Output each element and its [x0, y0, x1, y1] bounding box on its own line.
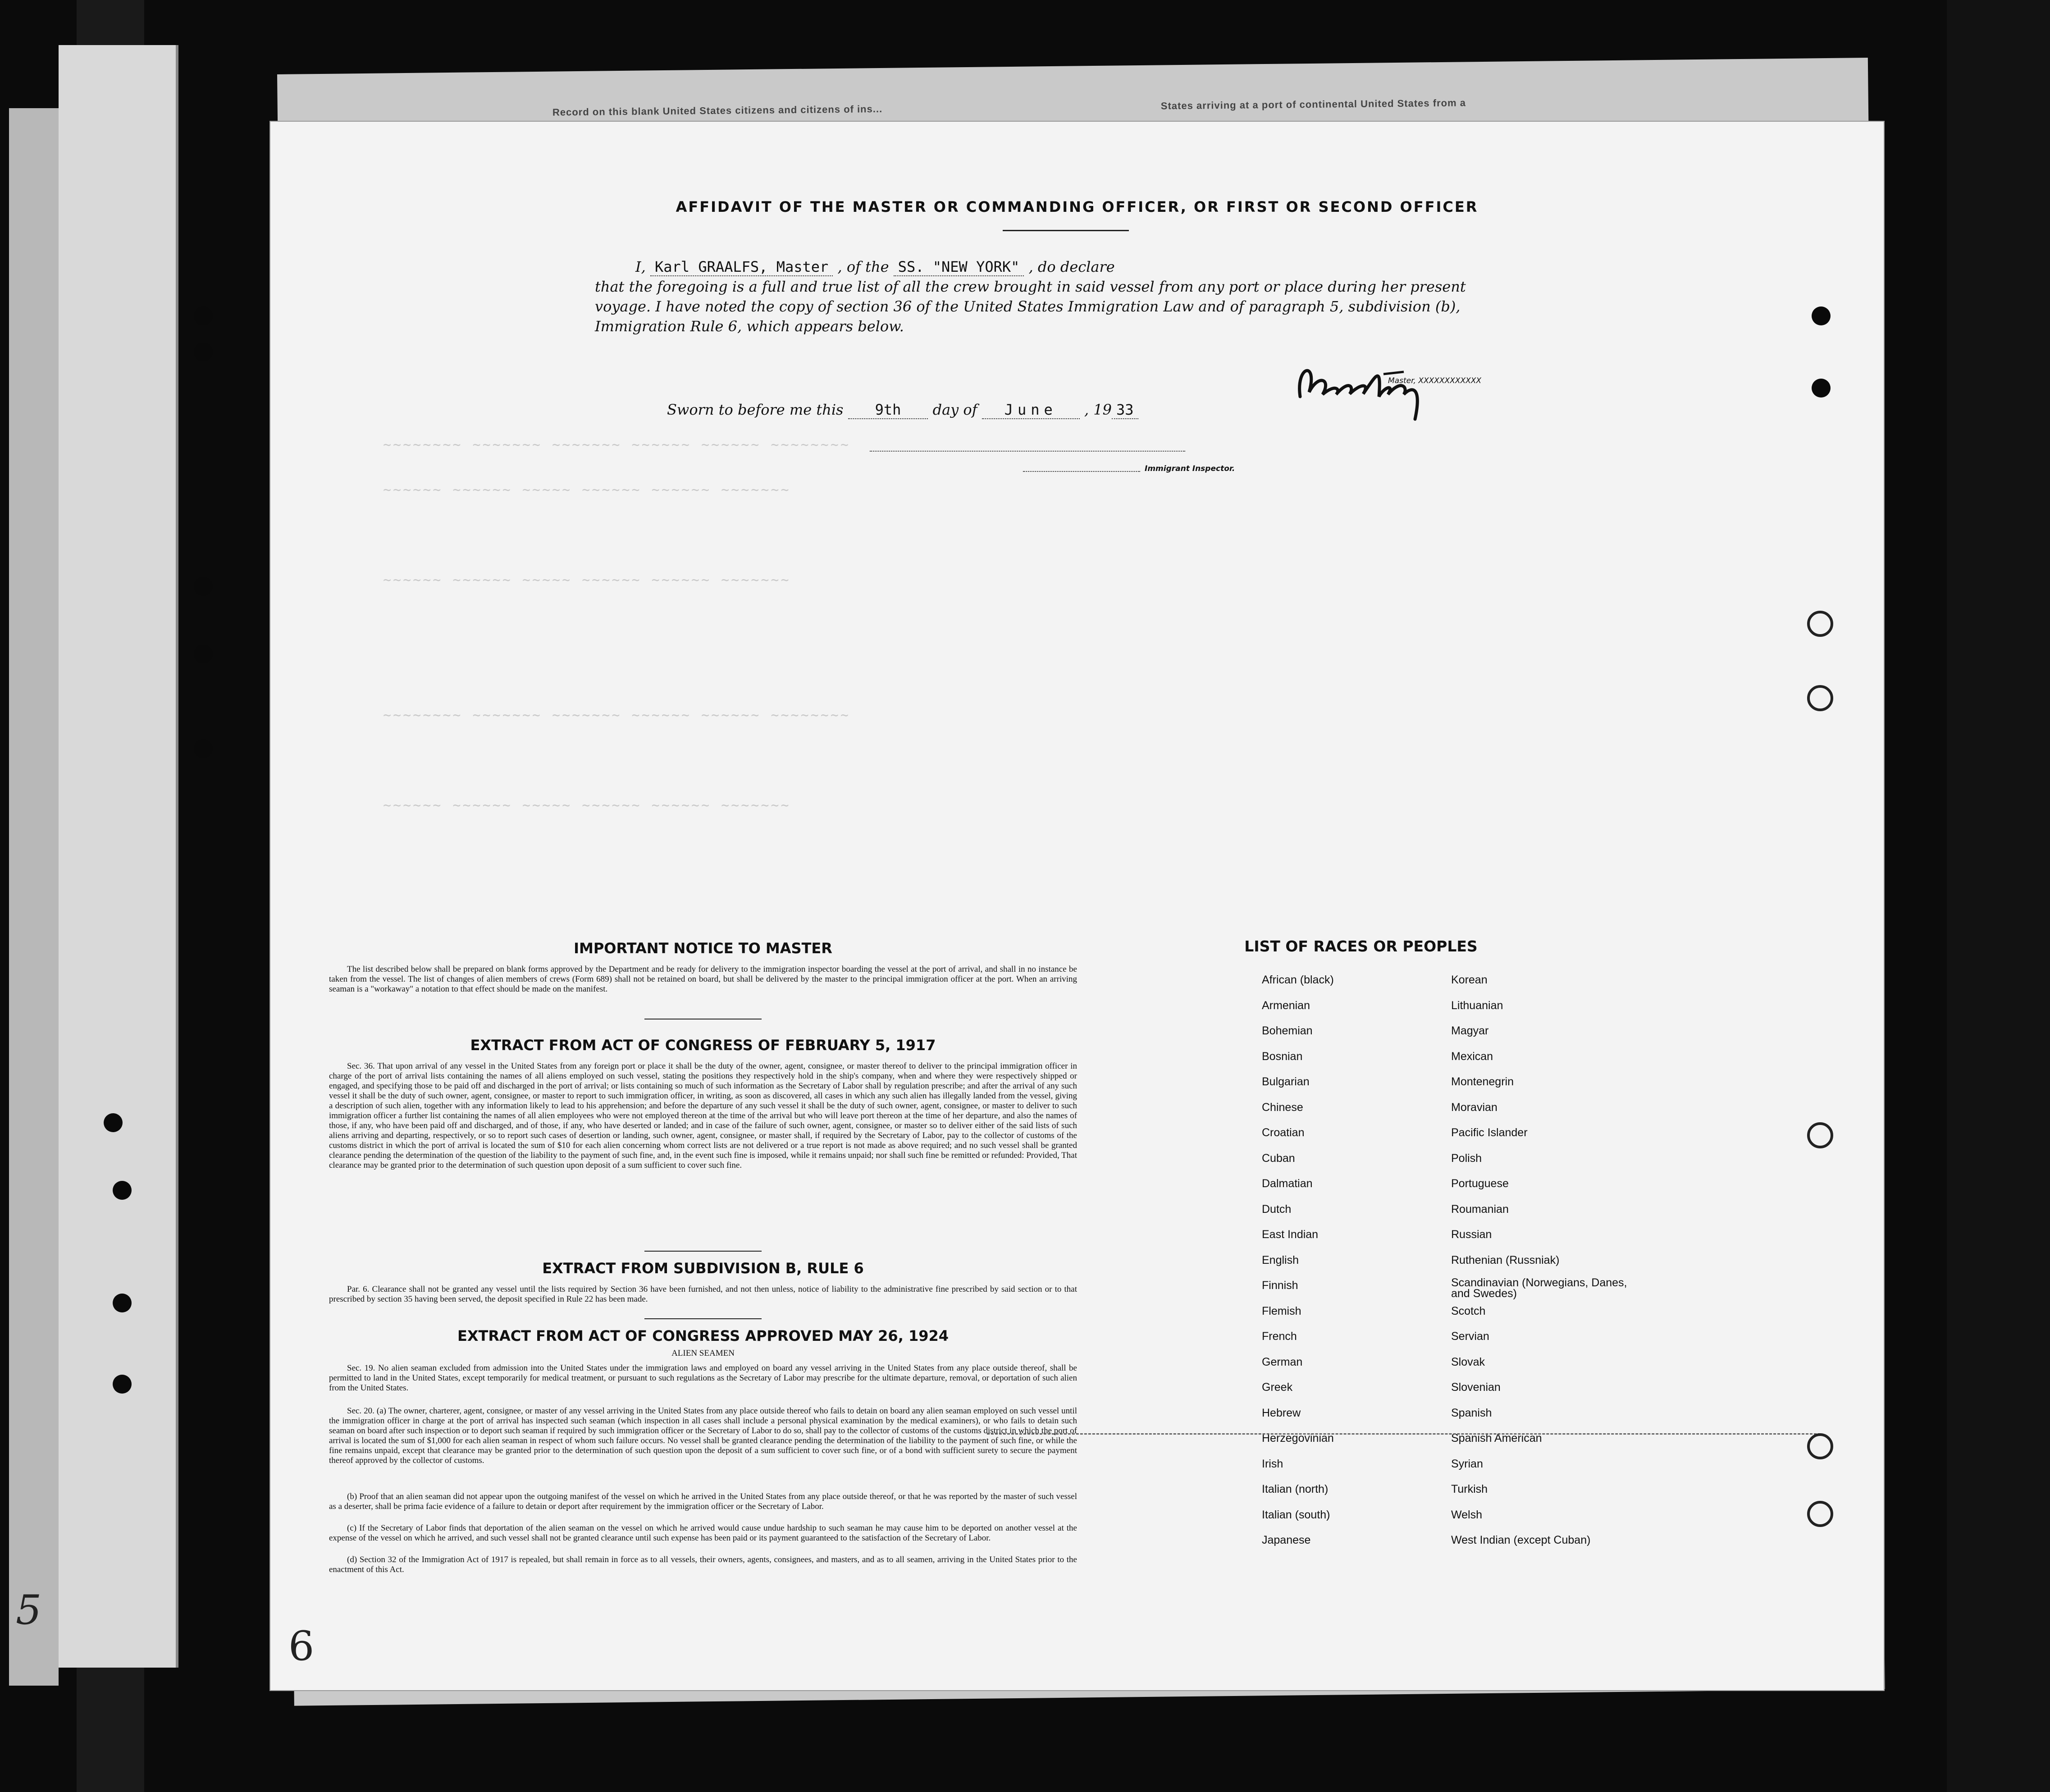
- sworn-day-of: day of: [932, 401, 977, 418]
- race-item: Spanish American: [1451, 1432, 1542, 1445]
- race-item: Scotch: [1451, 1304, 1486, 1317]
- race-item: Polish: [1451, 1152, 1482, 1165]
- extract-1917-heading: EXTRACT FROM ACT OF CONGRESS OF FEBRUARY 5, 1917: [470, 1037, 936, 1054]
- binder-hole-ring: [1807, 1501, 1833, 1527]
- binder-hole-ring: [1807, 685, 1833, 711]
- race-item: Syrian: [1451, 1457, 1483, 1470]
- race-item: Moravian: [1451, 1101, 1498, 1114]
- sworn-day-field: 9th: [848, 401, 928, 419]
- race-item: Magyar: [1451, 1024, 1489, 1037]
- binder-hole: [1812, 379, 1831, 398]
- extract-1924-sec20a: Sec. 20. (a) The owner, charterer, agent, consignee, or master of any vessel arriving in the United States from any place outside thereof who fails to detain on board any alien seaman employed on such vessel until the immigration officer in charge at the port of arrival has inspected such seaman (which inspection in all cases shall include a personal physical examination by the medical examiners), or who fails to detain such seaman on board after such inspection or to deport such seaman if required by such immigration officer or the Secretary of Labor to do so, shall pay to the collector of customs of the customs district in which the port of arrival is located the sum of $1,000 for each alien seaman in respect of whom such failure occurs. No vessel shall be granted clearance pending the determination of the liability to the payment of such fine, or while the fine remains unpaid, except that clearance may be granted prior to the determination of such question upon the deposit of a sum sufficient to cover such fine, or of a bond with sufficient surety to secure the payment thereof approved by the collector of customs.: [329, 1406, 1077, 1465]
- extract-1924-sec20c: (c) If the Secretary of Labor finds that deportation of the alien seaman on the vessel on which he arrived would cause undue hardship to such seaman he may cause him to be deported on another vessel at the expense of the vessel on which he arrived, and such vessel shall not be granted clearance until such expense has been paid or its payment guaranteed to the satisfaction of the Secretary of Labor.: [329, 1523, 1077, 1543]
- subdivision-body: Par. 6. Clearance shall not be granted any vessel until the lists required by Section 36 have been furnished, and not then unless, notice of liability to the administrative fine prescribed by said section or to that prescribed by section 35 having been served, the deposit specified in Rule 22 has been made.: [329, 1285, 1077, 1304]
- affidavit-title: AFFIDAVIT OF THE MASTER OR COMMANDING OFFICER, OR FIRST OR SECOND OFFICER: [676, 198, 1479, 215]
- binder-hole-ring: [1807, 1433, 1833, 1459]
- race-item: Dutch: [1262, 1202, 1292, 1216]
- affidavit-line-3: voyage. I have noted the copy of section 36 of the United States Immigration Law and of paragraph 5, subdivision (b),: [595, 298, 1461, 315]
- inspector-signature-line: [870, 451, 1185, 452]
- dashed-separator: [987, 1433, 1821, 1435]
- section-rule: [644, 1318, 762, 1319]
- race-item: Montenegrin: [1451, 1075, 1514, 1088]
- race-item: Finnish: [1262, 1279, 1298, 1292]
- document-page: [270, 122, 1884, 1690]
- race-item: Spanish: [1451, 1406, 1492, 1419]
- vessel-name-field: SS. "NEW YORK": [894, 258, 1024, 276]
- immigrant-inspector-label: Immigrant Inspector.: [1145, 464, 1235, 473]
- race-item: German: [1262, 1355, 1303, 1368]
- race-item: Bulgarian: [1262, 1075, 1310, 1088]
- bleed-through-text: ~~~~~~ ~~~~~~ ~~~~~ ~~~~~~ ~~~~~~ ~~~~~~~: [383, 572, 791, 588]
- extract-1924-sec19: Sec. 19. No alien seaman excluded from admission into the United States under the immigration laws and employed on board any vessel arriving in the United States from any place outside thereof, shall be permitted to land in the United States, except temporarily for medical treatment, or pursuant to such regulations as the Secretary of Labor may prescribe for the ultimate departure, removal, or deportation of such alien from the United States.: [329, 1363, 1077, 1393]
- race-item: Hebrew: [1262, 1406, 1301, 1419]
- race-item: Dalmatian: [1262, 1177, 1313, 1190]
- binder-hole: [194, 343, 213, 361]
- affidavit-do-declare: , do declare: [1028, 258, 1115, 275]
- underlying-page-strip: [59, 45, 178, 1668]
- race-item: Chinese: [1262, 1101, 1303, 1114]
- sworn-prefix: Sworn to before me this: [667, 401, 844, 418]
- binder-hole-ring: [1807, 1122, 1833, 1148]
- race-item: Roumanian: [1451, 1202, 1509, 1216]
- race-item: West Indian (except Cuban): [1451, 1534, 1591, 1546]
- race-item: Russian: [1451, 1228, 1492, 1241]
- race-item: Welsh: [1451, 1508, 1483, 1521]
- race-item: Irish: [1262, 1457, 1283, 1470]
- sworn-year-prefix: , 19: [1084, 401, 1112, 418]
- race-item: Ruthenian (Russniak): [1451, 1253, 1560, 1266]
- master-name-field: Karl GRAALFS, Master: [650, 258, 833, 276]
- binder-hole: [194, 306, 213, 325]
- race-item: Slovenian: [1451, 1381, 1501, 1394]
- race-item: East Indian: [1262, 1228, 1319, 1241]
- subdivision-heading: EXTRACT FROM SUBDIVISION B, RULE 6: [542, 1260, 864, 1277]
- alien-seamen-subheading: ALIEN SEAMEN: [671, 1349, 735, 1358]
- underlying-page-edge: [9, 108, 59, 1686]
- race-item: Slovak: [1451, 1355, 1485, 1368]
- scanner-frame-right: [1947, 0, 2050, 1792]
- sworn-line: [667, 401, 1568, 418]
- race-item: Herzegovinian: [1262, 1432, 1334, 1445]
- race-item: French: [1262, 1330, 1297, 1343]
- race-item: Croatian: [1262, 1126, 1305, 1139]
- race-item: Lithuanian: [1451, 999, 1503, 1012]
- race-item: Cuban: [1262, 1152, 1295, 1165]
- binder-hole: [194, 577, 213, 596]
- race-item: Mexican: [1451, 1050, 1493, 1063]
- master-label: Master, XXXXXXXXXXXX: [1388, 376, 1482, 385]
- margin-note-bottom: 6: [288, 1623, 315, 1670]
- notice-heading: IMPORTANT NOTICE TO MASTER: [574, 940, 832, 957]
- binder-hole: [194, 645, 213, 663]
- sworn-year-field: 33: [1112, 401, 1138, 419]
- bleed-through-text: ~~~~~~ ~~~~~~ ~~~~~ ~~~~~~ ~~~~~~ ~~~~~~~: [383, 482, 791, 498]
- inspector-signature-line: [1023, 471, 1140, 472]
- affidavit-line-2: that the foregoing is a full and true list of all the crew brought in said vessel from any port or place during her present: [595, 278, 1466, 295]
- race-item: Scandinavian (Norwegians, Danes, and Swedes): [1451, 1276, 1627, 1300]
- sworn-month-field: June: [982, 401, 1080, 419]
- extract-1924-sec20d: (d) Section 32 of the Immigration Act of 1917 is repealed, but shall remain in force as to all vessels, their owners, agents, consignees, and masters, and as to all seamen, arriving in the United States prior to the enactment of this Act.: [329, 1555, 1077, 1574]
- binder-hole: [113, 1375, 132, 1394]
- binder-hole: [1812, 306, 1831, 325]
- race-item: Italian (north): [1262, 1483, 1329, 1495]
- race-item: Portuguese: [1451, 1177, 1509, 1190]
- affidavit-i: I,: [635, 258, 646, 275]
- binder-hole: [194, 739, 213, 758]
- race-item: African (black): [1262, 974, 1334, 986]
- race-item: Turkish: [1451, 1483, 1488, 1495]
- extract-1924-heading: EXTRACT FROM ACT OF CONGRESS APPROVED MAY 26, 1924: [457, 1327, 949, 1344]
- race-item: Italian (south): [1262, 1508, 1330, 1521]
- title-rule: [1003, 230, 1129, 231]
- race-item: Korean: [1451, 974, 1488, 986]
- affidavit-declaration: [595, 257, 1789, 336]
- race-item: English: [1262, 1253, 1299, 1266]
- section-rule: [644, 1251, 762, 1252]
- race-item: Flemish: [1262, 1304, 1301, 1317]
- race-item: Bohemian: [1262, 1024, 1313, 1037]
- race-item: Bosnian: [1262, 1050, 1303, 1063]
- bleed-text-right: States arriving at a port of continental United States from a: [1160, 97, 1466, 112]
- race-item: Japanese: [1262, 1534, 1311, 1546]
- bleed-through-text: ~~~~~~~~ ~~~~~~~ ~~~~~~~ ~~~~~~ ~~~~~~ ~~~~~~~~: [383, 708, 850, 723]
- binder-hole: [113, 1181, 132, 1200]
- bleed-text-left: Record on this blank United States citizens and citizens of ins...: [552, 103, 883, 118]
- affidavit-line-4: Immigration Rule 6, which appears below.: [595, 318, 904, 335]
- bleed-through-text: ~~~~~~~~ ~~~~~~~ ~~~~~~~ ~~~~~~ ~~~~~~ ~~~~~~~~: [383, 437, 850, 453]
- margin-note-strip: 5: [16, 1586, 42, 1634]
- extract-1924-sec20b: (b) Proof that an alien seaman did not appear upon the outgoing manifest of the vessel on which he arrived in the United States from any place outside thereof, or that he was reported by the master of such vessel as a deserter, shall be prima facie evidence of a failure to detain or deport after requirement by the immigration officer or the Secretary of Labor.: [329, 1492, 1077, 1511]
- binder-hole: [113, 1294, 132, 1312]
- affidavit-of-the: , of the: [837, 258, 889, 275]
- races-title: LIST OF RACES OR PEOPLES: [1244, 937, 1478, 955]
- race-item: Pacific Islander: [1451, 1126, 1528, 1139]
- race-item: Armenian: [1262, 999, 1310, 1012]
- extract-1917-body: Sec. 36. That upon arrival of any vessel in the United States from any foreign port or place it shall be the duty of the owner, agent, consignee, or master thereof to deliver to the principal immigration officer in charge of the port of arrival lists containing the names of all aliens employed on such vessel, stating the positions they respectively hold in the ship's company, when and where they were respectively shipped or engaged, and specifying those to be paid off and discharged in the port of arrival; or lists containing so much of such information as the Secretary of Labor shall by regulation prescribe; and after the arrival of any such vessel it shall be the duty of such owner, agent, consignee, or master to report to such immigration officer, in writing, as soon as discovered, all cases in which any such alien has illegally landed from the vessel, giving a description of such alien, together with any information likely to lead to his apprehension; and before the departure of any such vessel it shall be the duty of such owner, agent, consignee, or master to deliver to such immigration officer a further list containing the names of all alien employees who were not employed thereon at the time of the arrival but who will leave port thereon at the time of her departure, and also the names of those, if any, who have been paid off and discharged, and of those, if any, who have deserted or landed; and in case of the failure of such owner, agent, consignee, or master so to deliver either of the said lists of such aliens arriving and departing, respectively, or so to report such cases of desertion or landing, such owner, agent, consignee, or master shall, if required by the Secretary of Labor, pay to the collector of customs of the customs district in which the port of arrival is located the sum of $10 for each alien concerning whom correct lists are not delivered or a true report is not made as above required; and no such vessel shall be granted clearance pending the determination of the question of the liability to the payment of such fine, and, in the event such fine is imposed, while it remains unpaid; nor shall such fine be remitted or refunded: Provided, That clearance may be granted prior to the determination of such question upon deposit of a sum sufficient to cover such fine.: [329, 1061, 1077, 1170]
- race-item: Greek: [1262, 1381, 1293, 1394]
- bleed-through-text: ~~~~~~ ~~~~~~ ~~~~~ ~~~~~~ ~~~~~~ ~~~~~~~: [383, 798, 791, 814]
- binder-hole-ring: [1807, 611, 1833, 637]
- notice-body: The list described below shall be prepared on blank forms approved by the Department and be ready for delivery to the immigration inspector boarding the vessel at the port of arrival, and shall in no instance be taken from the vessel. The list of changes of alien members of crews (Form 689) shall not be retained on board, but shall be delivered by the master to the principal immigration officer at the port. When an arriving seaman is a "workaway" a notation to that effect should be made on the manifest.: [329, 965, 1077, 994]
- binder-hole: [104, 1113, 123, 1132]
- race-item: Servian: [1451, 1330, 1489, 1343]
